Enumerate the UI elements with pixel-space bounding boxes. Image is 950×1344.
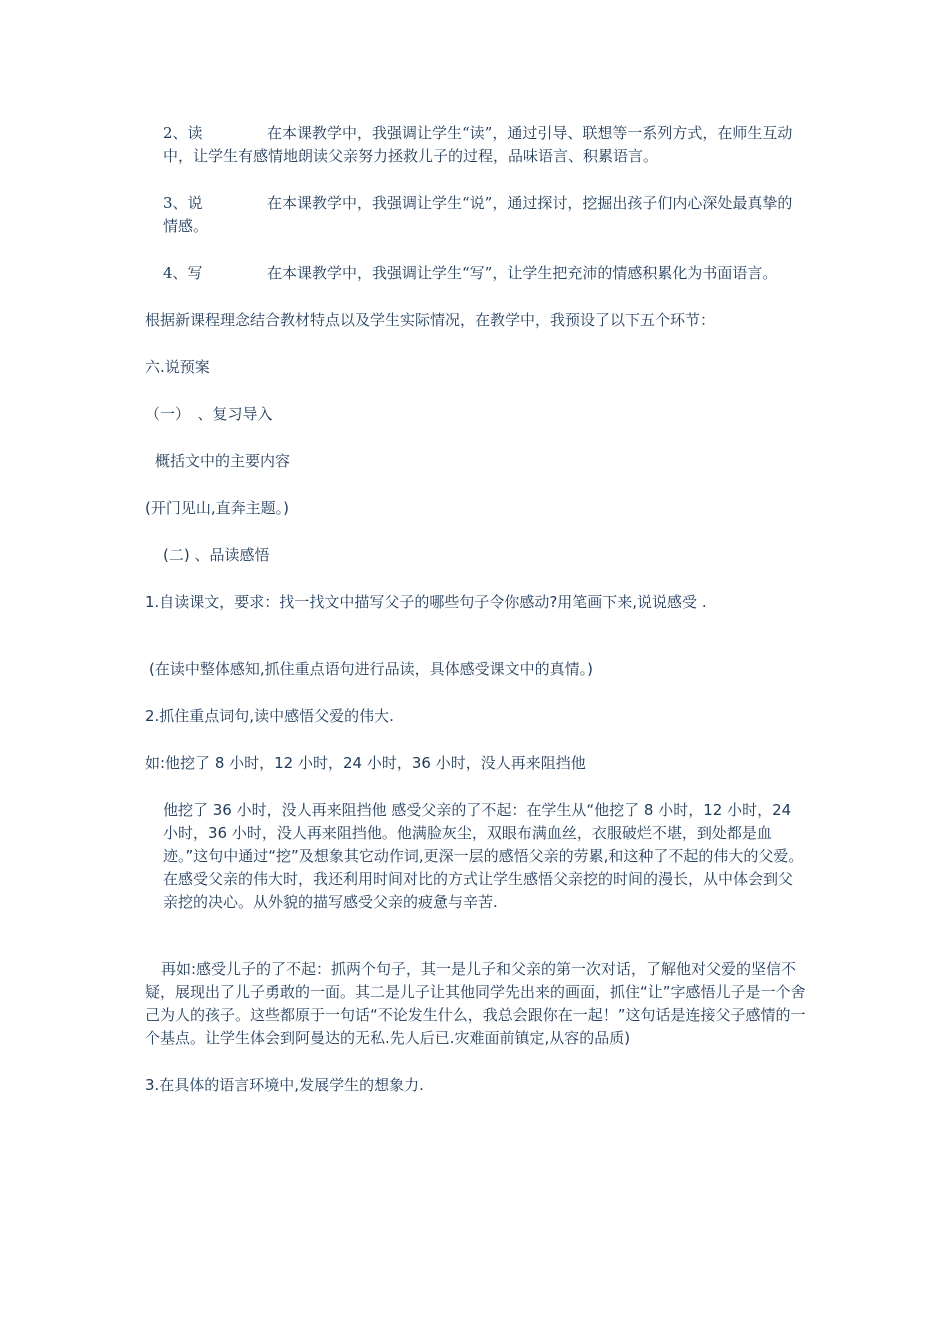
paragraph-speak-text: 在本课教学中，我强调让学生“说”，通过探讨，挖掘出孩子们内心深处最真挚的情感。	[163, 194, 793, 235]
paragraph-read	[145, 122, 807, 168]
paragraph-speak-label: 3、说	[163, 194, 203, 212]
paragraph-five-stages: 根据新课程理念结合教材特点以及学生实际情况，在教学中，我预设了以下五个环节：	[145, 311, 716, 329]
paragraph-read-text: 在本课教学中，我强调让学生“读”，通过引导、联想等一系列方式，在师生互动中，让学生有感情地朗读父亲努力拯救儿子的过程，品味语言、积累语言。	[163, 124, 793, 165]
subheading-review: （一） 、复习导入	[145, 405, 273, 423]
paragraph-son-great: 再如:感受儿子的了不起：抓两个句子，其一是儿子和父亲的第一次对话，了解他对父爱的坚信不疑，展现出了儿子勇敢的一面。其二是儿子让其他同学先出来的画面，抓住“让”字感悟儿子是一个舍己为人的孩子。这些都原于一句话“不论发生什么，我总会跟你在一起！”这句话是连接父子感情的一个基点。让学生体会到阿曼达的无私.先人后已.灾难面前镇定,从容的品质)	[145, 960, 806, 1047]
paragraph-feel-reading: (在读中整体感知,抓住重点语句进行品读，具体感受课文中的真情。)	[149, 660, 593, 678]
paragraph-read-label: 2、读	[163, 124, 203, 142]
paragraph-self-read: 1.自读课文，要求：找一找文中描写父子的哪些句子令你感动?用笔画下来,说说感受 .	[145, 593, 707, 611]
paragraph-example-dig: 如:他挖了 8 小时，12 小时，24 小时，36 小时，没人再来阻挡他	[145, 754, 586, 772]
paragraph-open-theme: (开门见山,直奔主题。)	[145, 499, 289, 517]
paragraph-speak	[145, 192, 807, 238]
subheading-reading: (二) 、品读感悟	[163, 546, 270, 564]
paragraph-key-phrases: 2.抓住重点词句,读中感悟父爱的伟大.	[145, 707, 394, 725]
paragraph-write-text: 在本课教学中，我强调让学生“写”，让学生把充沛的情感积累化为书面语言。	[267, 264, 778, 282]
paragraph-write	[145, 262, 807, 285]
paragraph-imagination: 3.在具体的语言环境中,发展学生的想象力.	[145, 1076, 424, 1094]
paragraph-father-great: 他挖了 36 小时，没人再来阻挡他 感受父亲的了不起：在学生从“他挖了 8 小时，12 小时，24 小时，36 小时，没人再来阻挡他。他满脸灰尘，双眼布满血丝，衣服破烂不堪，到处都是血迹。”这句中通过“挖”及想象其它动作词,更深一层的感悟父亲的劳累,和这种了不起的伟大的父爱。在感受父亲的伟大时，我还利用时间对比的方式让学生感悟父亲挖的时间的漫长，从中体会到父亲挖的决心。从外貌的描写感受父亲的疲惫与辛苦.	[163, 801, 804, 911]
paragraph-summarize: 概括文中的主要内容	[155, 452, 291, 470]
paragraph-write-label: 4、写	[163, 264, 203, 282]
document-page	[145, 122, 807, 1097]
section-heading-plan: 六.说预案	[145, 358, 210, 376]
